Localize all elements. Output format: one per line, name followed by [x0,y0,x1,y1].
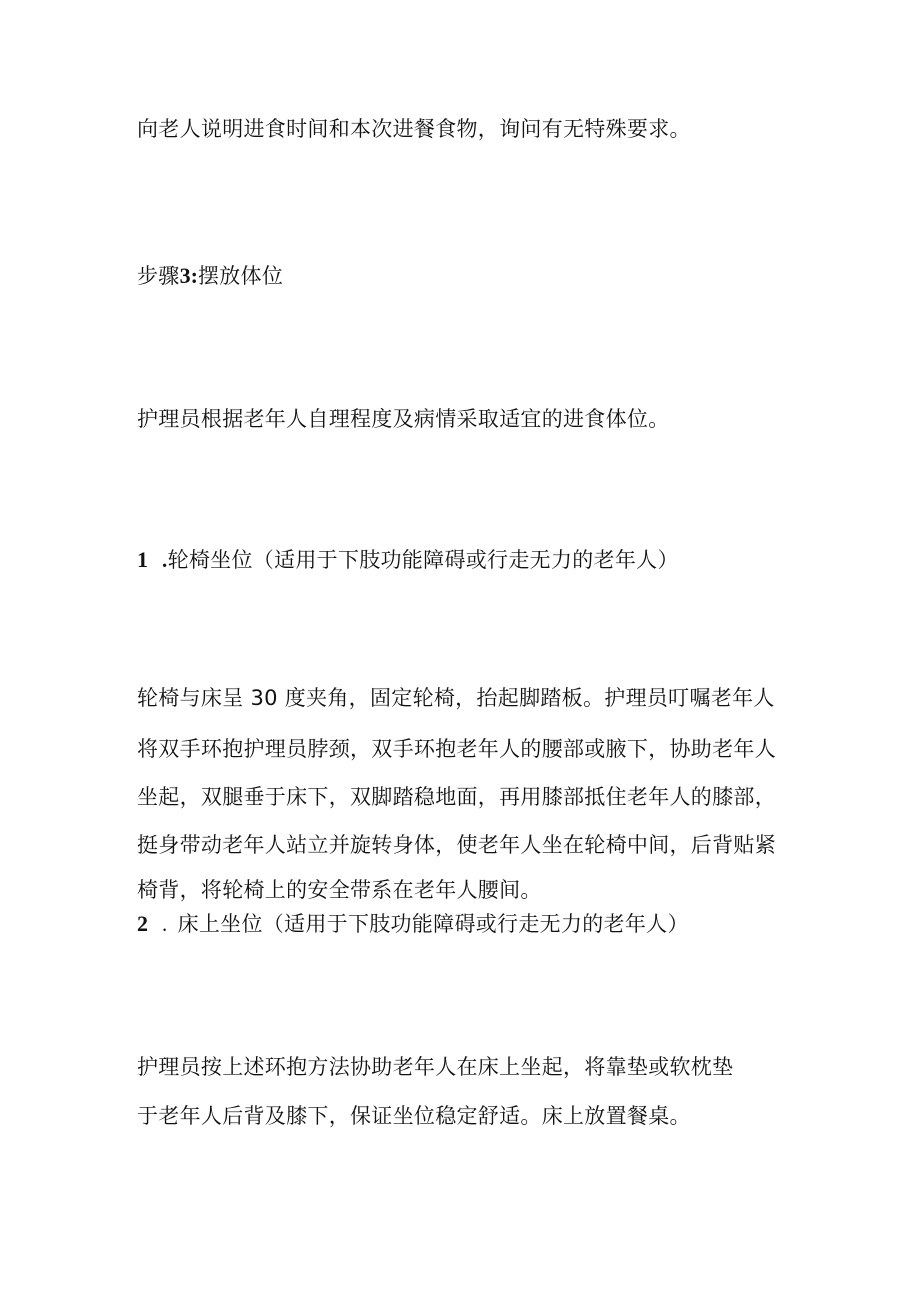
step-title: 摆放体位 [197,264,284,288]
list-item-heading-2 [137,910,689,938]
paragraph-wheelchair-line: 坐起，双腿垂于床下，双脚踏稳地面，再用膝部抵住老年人的膝部， [137,785,776,809]
paragraph-wheelchair-line: 将双手环抱护理员脖颈，双手环抱老年人的腰部或腋下，协助老年人 [137,737,776,761]
list-item-dot: . [162,912,168,936]
paragraph-wheelchair-line: 挺身带动老年人站立并旋转身体，使老年人坐在轮椅中间，后背贴紧 [137,833,776,857]
list-item-dot: . [162,548,168,572]
step-prefix: 步骤 [137,264,180,288]
paragraph-wheelchair-line: 椅背，将轮椅上的安全带系在老年人腰间。 [137,878,542,902]
paragraph-bed-line: 护理员按上述环抱方法协助老年人在床上坐起，将靠垫或软枕垫 [137,1055,734,1079]
step-heading [137,262,283,290]
paragraph-wheelchair-line: 轮椅与床呈 30 度夹角，固定轮椅，抬起脚踏板。护理员叮嘱老年人 [137,686,775,710]
list-item-number: 2 [137,911,148,936]
paragraph-bed-line: 于老年人后背及膝下，保证坐位稳定舒适。床上放置餐桌。 [137,1104,691,1128]
step-number: 3: [179,263,198,288]
list-item-number: 1 [137,547,148,572]
paragraph-position: 护理员根据老年人自理程度及病情采取适宜的进食体位。 [137,407,670,431]
list-item-heading-1 [137,546,679,574]
list-item-title: 床上坐位（适用于下肢功能障碍或行走无力的老年人） [177,912,689,936]
paragraph-intro: 向老人说明进食时间和本次进餐食物，询问有无特殊要求。 [137,117,691,141]
list-item-title: 轮椅坐位（适用于下肢功能障碍或行走无力的老年人） [167,548,679,572]
